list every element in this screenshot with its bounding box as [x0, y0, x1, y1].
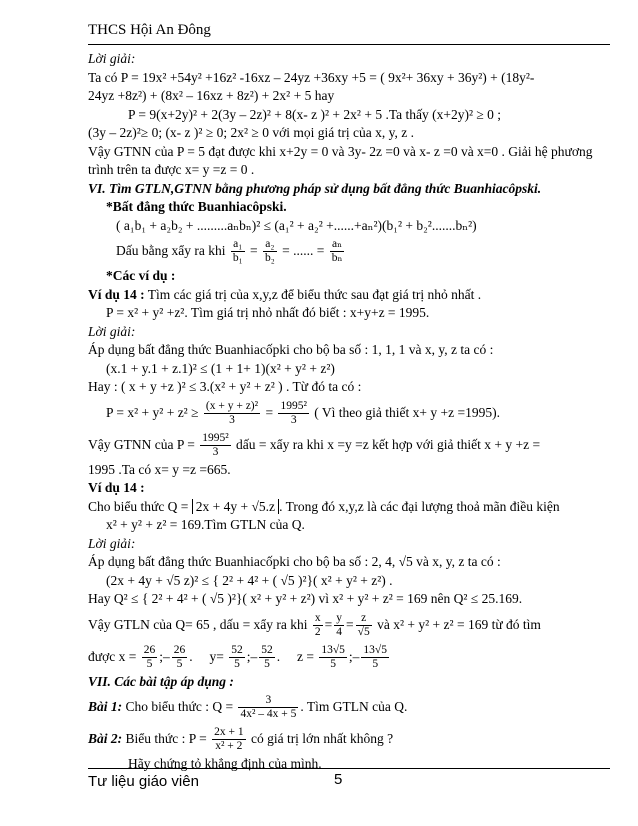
example-2-inequality: (2x + 4y + √5 z)² ≤ { 2² + 4² + ( √5 )²}( x² + y² + z²) .: [106, 572, 393, 588]
fraction-a1-b1: $\frac{\text{a₁}}{\text{b₁}}$: [232, 238, 243, 265]
abs-expression: 2x + 4y + √5.z: [192, 499, 279, 514]
solution-line-3: P = 9(x+2y)² + 2(3y – 2z)² + 8(x- z )² + 2x² + 5 .Ta thấy (x+2y)² ≥ 0 ;: [128, 106, 502, 122]
example-2-values: được x = $\frac{26}{5}$ ;– $\frac{26}{5}$ . y= $\frac{52}{5}$ ;– $\frac{52}{5}$ . z = $\frac{13√5}{5}$ ;– $\frac{13√5}{5}$: [88, 643, 387, 670]
example-2-condition: x² + y² + z² = 169.Tìm GTLN của Q.: [106, 517, 305, 532]
equals-ellipsis: = ...... =: [282, 243, 325, 258]
solution-label: Lời giải:: [88, 51, 136, 66]
examples-heading: *Các ví dụ :: [106, 268, 176, 283]
footer-label: Tư liệu giáo viên: [88, 773, 199, 790]
example-1-statement: [88, 286, 616, 305]
example-2-apply: Áp dụng bất đẳng thức Buanhiacốpki cho bộ ba số : 2, 4, √5 và x, y, z ta có :: [88, 554, 501, 569]
example-2-title: Ví dụ 14 :: [88, 480, 145, 495]
example-2-hay: Hay Q² ≤ { 2² + 4² + ( √5 )²}( x² + y² + z²) vì x² + y² + z² = 169 nên Q² ≤ 25.169.: [88, 591, 523, 606]
footer-rule: [88, 768, 610, 769]
exercise-1: Bài 1: Cho biểu thức : Q = $\frac{3}{\text{4x² – 4x + 5}}$ . Tìm GTLN của Q.: [88, 694, 408, 721]
example-1-prompt: Tìm các giá trị của x,y,z để biểu thức sau đạt giá trị nhỏ nhất .: [144, 286, 482, 302]
fraction-a2-b2: $\frac{\text{a₂}}{\text{b₂}}$: [264, 238, 275, 265]
fraction-z-value-2: $\frac{13√5}{5}$: [363, 643, 387, 670]
example-1-inequality: (x.1 + y.1 + z.1)² ≤ (1 + 1+ 1)(x² + y² + z²): [106, 360, 335, 376]
solution-line-5: Vậy GTNN của P = 5 đạt được khi x+2y = 0 và 3y- 2z =0 và x- z =0 và x=0 . Giải hệ phương trình trên ta được x= y =z = 0 .: [88, 143, 593, 177]
example-1-p-bound: P = x² + y² + z² ≥ $\frac{\text{(x + y + z)²}}{3}$ = $\frac{\text{1995²}}{3}$ ( Vì theo giả thiết x+ y +z =1995).: [106, 399, 500, 426]
fraction-z-value-1: $\frac{13√5}{5}$: [321, 643, 345, 670]
solution-line-1: Ta có P = 19x² +54y² +16z² -16xz – 24yz +36xy +5 = ( 9x²+ 36xy + 36y²) + (18y²-: [88, 69, 535, 85]
exercise-2-label: Bài 2:: [88, 731, 123, 746]
fraction-sum-squared-over-3: $\frac{\text{(x + y + z)²}}{3}$: [205, 399, 259, 426]
section-vi-heading: VI. Tìm GTLN,GTNN bằng phương pháp sử dụng bất đẳng thức Buanhiacôpski.: [88, 180, 542, 196]
example-1-hay: Hay : ( x + y +z )² ≤ 3.(x² + y² + z² ) . Từ đó ta có :: [88, 379, 362, 394]
example-1-apply: Áp dụng bất đẳng thức Buanhiacốpki cho bộ ba số : 1, 1, 1 và x, y, z ta có :: [88, 342, 494, 357]
example-2-statement: Cho biểu thức Q = 2x + 4y + √5.z . Trong đó x,y,z là các đại lượng thoả mãn điều kiện: [88, 498, 560, 514]
fraction-1995-squared-over-3: $\frac{\text{1995²}}{3}$: [280, 399, 307, 426]
fraction-exercise-2: $\frac{2x + 1}{\text{x² + 2}}$: [214, 726, 244, 753]
fraction-y-value-2: $\frac{52}{5}$: [261, 643, 273, 670]
fraction-an-bn: $\frac{\text{aₙ}}{\text{bₙ}}$: [331, 238, 343, 265]
fraction-y-value-1: $\frac{52}{5}$: [231, 643, 243, 670]
example-2-gtln: Vậy GTLN của Q= 65 , dấu = xẩy ra khi $\frac{x}{2}$ = $\frac{y}{4}$ = $\frac{z}{√5}$ và x² + y² + z² = 169 từ đó tìm: [88, 611, 541, 638]
exercise-2: Bài 2: Biểu thức : P = $\frac{2x + 1}{\text{x² + 2}}$ có giá trị lớn nhất không ?: [88, 726, 394, 753]
page-number: 5: [334, 771, 343, 788]
fraction-exercise-1: $\frac{3}{\text{4x² – 4x + 5}}$: [240, 694, 297, 721]
solution-line-2: 24yz +8z²) + (8x² – 16xz + 8z²) + 2x² + 5 hay: [88, 88, 335, 103]
equality-prefix: Dấu bằng xẩy ra khi: [116, 243, 226, 258]
solution-line-4: (3y – 2z)²≥ 0; (x- z )² ≥ 0; 2x² ≥ 0 với mọi giá trị của x, y, z .: [88, 125, 414, 140]
header-rule: [88, 44, 610, 45]
fraction-gtnn-value: $\frac{\text{1995²}}{3}$: [202, 431, 229, 458]
equals-sign: =: [249, 243, 258, 258]
fraction-y-over-4: $\frac{y}{4}$: [336, 611, 343, 638]
equality-condition: [88, 235, 616, 267]
fraction-x-over-2: $\frac{x}{2}$: [314, 611, 321, 638]
example-2-solution-label: Lời giải:: [88, 535, 136, 551]
page-body: [88, 50, 616, 774]
example-1-conclusion: 1995 .Ta có x= y =z =665.: [88, 461, 231, 477]
example-1-line-2: P = x² + y² +z². Tìm giá trị nhỏ nhất đó biết : x+y+z = 1995.: [106, 305, 430, 320]
fraction-z-over-sqrt5: $\frac{z}{√5}$: [357, 611, 370, 638]
example-1-title: Ví dụ 14 :: [88, 286, 145, 302]
buanhiacopski-inequality: ( a₁b₁ + a₂b₂ + .........aₙbₙ)² ≤ (a₁² + a₂² +......+aₙ²)(b₁² + b₂².......bₙ²): [116, 217, 477, 233]
fraction-x-value-2: $\frac{26}{5}$: [173, 643, 186, 670]
example-1-gtnn: Vậy GTNN của P = $\frac{\text{1995²}}{3}$ dấu = xẩy ra khi x =y =z kết hợp với giả thiết x + y +z =: [88, 431, 541, 458]
exercise-1-label: Bài 1:: [88, 699, 123, 714]
section-vii-heading: VII. Các bài tập áp dụng :: [88, 673, 234, 689]
example-1-solution-label: Lời giải:: [88, 323, 136, 339]
exercise-2-line-2: Hãy chứng tỏ khẳng định của mình.: [128, 756, 322, 771]
page-header: THCS Hội An Đông: [88, 22, 211, 38]
section-vi-subheading: *Bất đẳng thức Buanhiacôpski.: [106, 199, 287, 214]
fraction-x-value-1: $\frac{26}{5}$: [143, 643, 156, 670]
